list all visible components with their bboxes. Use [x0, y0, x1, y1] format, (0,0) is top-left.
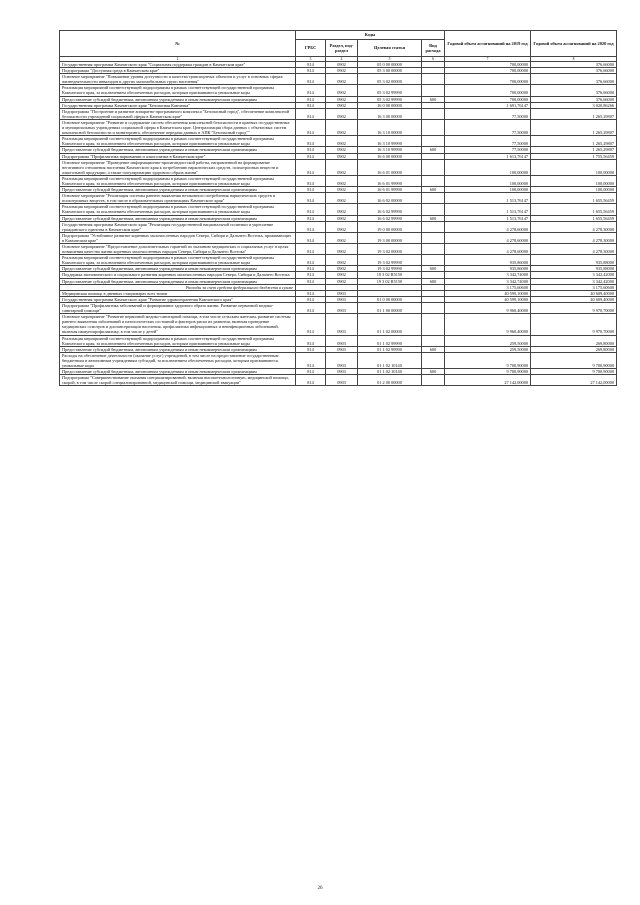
row-grbs: 814 — [296, 102, 326, 108]
row-grbs: 814 — [296, 232, 326, 243]
row-vol-2019: 9 700,90000 — [445, 369, 531, 375]
row-vol-2020: 9 970,70000 — [531, 302, 617, 313]
table-row — [60, 193, 617, 204]
row-name: Подпрограмма "Устойчивое развитие коренных малочисленных народов Севера, Сибири и Дальнего Востока, проживающих в Камчатском крае" — [60, 232, 296, 243]
row-vol-2019: 3 342,74000 — [445, 272, 531, 278]
row-grbs: 814 — [296, 314, 326, 335]
row-csr: 16 6 02 99990 — [358, 204, 422, 215]
row-razdel: 0902 — [326, 62, 358, 68]
row-csr: 16 6 01 00000 — [358, 159, 422, 175]
row-csr: 19 3 02 99990 — [358, 255, 422, 266]
table-row — [60, 335, 617, 346]
col-number: 8 — [531, 57, 617, 62]
table-row — [60, 136, 617, 147]
row-name: Государственная программа Камчатского края "Безопасная Камчатка" — [60, 102, 296, 108]
page-number: 26 — [317, 886, 323, 891]
col-number: 3 — [296, 57, 326, 62]
row-csr: 01 1 02 99990 — [358, 335, 422, 346]
row-vol-2019: 77,50000 — [445, 119, 531, 135]
row-grbs: 814 — [296, 335, 326, 346]
row-name: Предоставление субсидий бюджетным, автономным учреждениям и иным некоммерческим организациям — [60, 369, 296, 375]
row-name: Основное мероприятие "Развитие и содержание систем обеспечения комплексной безопасности в краевых государственных и муниципальных учреждениях социальной сферы в Камчатском крае. Централизация сбора данных с объектовых систем комплексной безопасности и мониторинга, обеспечение передачи данных в АПК "Безопасный город"" — [60, 119, 296, 135]
row-csr: 16 3 10 99990 — [358, 136, 422, 147]
row-vr: 600 — [422, 96, 445, 102]
row-vol-2019: 259,50000 — [445, 335, 531, 346]
row-vol-2019: 700,00000 — [445, 68, 531, 74]
row-vr — [422, 159, 445, 175]
row-vol-2019: 700,00000 — [445, 62, 531, 68]
row-name: Государственная программа Камчатского края "Социальная поддержка граждан в Камчатском крае" — [60, 62, 296, 68]
row-razdel: 0902 — [326, 204, 358, 215]
row-vol-2020: 376,66000 — [531, 74, 617, 85]
row-vol-2020: 1 655,56459 — [531, 193, 617, 204]
row-csr: 05 3 02 99990 — [358, 96, 422, 102]
row-grbs: 814 — [296, 153, 326, 159]
row-razdel: 0902 — [326, 272, 358, 278]
row-vol-2020: 1 655,56459 — [531, 215, 617, 221]
row-vol-2020: 9 700,90000 — [531, 352, 617, 368]
row-csr: 16 6 01 99990 — [358, 187, 422, 193]
row-razdel: 0902 — [326, 119, 358, 135]
row-vol-2019: 259,50000 — [445, 346, 531, 352]
row-grbs: 814 — [296, 136, 326, 147]
row-vol-2019: 1 513,76147 — [445, 215, 531, 221]
row-csr: 19 0 00 00000 — [358, 221, 422, 232]
row-name: Предоставление субсидий бюджетным, автономным учреждениям и иным некоммерческим организациям — [60, 96, 296, 102]
budget-table — [59, 30, 617, 386]
row-vol-2019: 40 599,10000 — [445, 290, 531, 296]
row-grbs: 814 — [296, 266, 326, 272]
row-csr: 19 3 00 00000 — [358, 232, 422, 243]
row-vol-2020: 4 278,30000 — [531, 232, 617, 243]
row-csr: 01 1 02 10140 — [358, 352, 422, 368]
col-number: 4 — [326, 57, 358, 62]
row-vol-2019: 77,50000 — [445, 108, 531, 119]
row-vr — [422, 244, 445, 255]
row-grbs: 814 — [296, 96, 326, 102]
row-grbs: 814 — [296, 272, 326, 278]
row-vol-2020: 1 265,29807 — [531, 136, 617, 147]
row-vol-2020: 100,00000 — [531, 159, 617, 175]
row-name: Основное мероприятие "Проведение информационно-пропагандистской работы, направленной на формирование негативного отношения населения Камчатского края к потреблению наркотических средств, психотропных веществ и алкогольной продукции, а также популяризацию здорового образа жизни" — [60, 159, 296, 175]
row-name: Основное мероприятие "Повышение уровня доступности и качества транспортных объектов и услуг в основных сферах жизнедеятельности инвалидов и других маломобильных групп населения" — [60, 74, 296, 85]
table-row — [60, 375, 617, 386]
row-vol-2020: 27 142,00000 — [531, 375, 617, 386]
row-vol-2020: 3 175,60600 — [531, 284, 617, 290]
table-row — [60, 159, 617, 175]
row-vr — [422, 314, 445, 335]
row-vr — [422, 255, 445, 266]
row-grbs: 814 — [296, 68, 326, 74]
row-grbs: 814 — [296, 215, 326, 221]
row-vol-2020: 1 265,29807 — [531, 147, 617, 153]
row-name: Реализация мероприятий соответствующей подпрограммы в рамках соответствующей государственной программы Камчатского края, за исключением обеспеченных расходов, которым присваиваются уникальные коды — [60, 335, 296, 346]
table-row — [60, 221, 617, 232]
row-vr: 600 — [422, 278, 445, 284]
table-row — [60, 314, 617, 335]
row-vol-2019: 9 700,90000 — [445, 352, 531, 368]
row-csr: 16 6 00 00000 — [358, 153, 422, 159]
row-csr: 19 3 02 00000 — [358, 244, 422, 255]
row-grbs: 814 — [296, 85, 326, 96]
row-grbs: 814 — [296, 119, 326, 135]
row-vol-2020: 3 020,86266 — [531, 102, 617, 108]
row-name: Предоставление субсидий бюджетным, автономным учреждениям и иным некоммерческим организациям — [60, 266, 296, 272]
row-razdel: 0902 — [326, 153, 358, 159]
table-row — [60, 85, 617, 96]
row-razdel: 0902 — [326, 278, 358, 284]
table-row — [60, 108, 617, 119]
row-grbs: 814 — [296, 296, 326, 302]
row-vr — [422, 119, 445, 135]
row-grbs: 814 — [296, 159, 326, 175]
row-vr: 600 — [422, 215, 445, 221]
row-name: Основное мероприятие "Предоставление дополнительных гарантий по оказанию медицинских и социальных услуг в целях повышения качества жизни коренных малочисленных народов Севера, Сибири и Дальнего Востока" — [60, 244, 296, 255]
row-name: Основное мероприятие "Развитие первичной медико-санитарной помощи, в том числе сельским жителям, развитие системы раннего выявления заболеваний и патологических состояний и факторов риска их развития, включая проведение медицинских осмотров и диспансеризации населения, профилактика инфекционных и неинфекционных заболеваний, включая иммунопрофилактику, в том числе у детей" — [60, 314, 296, 335]
row-grbs: 814 — [296, 369, 326, 375]
row-name: Поддержка экономического и социального развития коренных малочисленных народов Севера, Сибири и Дальнего Востока — [60, 272, 296, 278]
row-vol-2019: 935,86000 — [445, 266, 531, 272]
row-razdel: 0902 — [326, 266, 358, 272]
row-grbs: 814 — [296, 255, 326, 266]
row-vol-2020: 269,80000 — [531, 335, 617, 346]
row-vr: 600 — [422, 266, 445, 272]
table-header — [60, 31, 617, 62]
row-vol-2020: 1 655,56459 — [531, 204, 617, 215]
row-vol-2020: 935,88000 — [531, 255, 617, 266]
row-name: Реализация мероприятий соответствующей подпрограммы в рамках соответствующей государственной программы Камчатского края, за исключением обеспеченных расходов, которым присваиваются уникальные коды — [60, 175, 296, 186]
row-vol-2019: 100,00000 — [445, 187, 531, 193]
row-csr: 05 3 00 00000 — [358, 68, 422, 74]
row-vr: 600 — [422, 369, 445, 375]
row-razdel: 0902 — [326, 232, 358, 243]
row-vol-2019: 100,00000 — [445, 175, 531, 186]
row-razdel: 0902 — [326, 215, 358, 221]
table-row — [60, 302, 617, 313]
row-vol-2019: 4 278,60000 — [445, 244, 531, 255]
row-vr — [422, 85, 445, 96]
row-grbs: 814 — [296, 278, 326, 284]
row-razdel: 0902 — [326, 244, 358, 255]
row-vr: 600 — [422, 147, 445, 153]
row-vol-2020: 3 342,42000 — [531, 272, 617, 278]
row-name: Подпрограмма "Профилактика заболеваний и формирование здорового образа жизни. Развитие первичной медико-санитарной помощи" — [60, 302, 296, 313]
row-vol-2020: 376,66000 — [531, 85, 617, 96]
table-row — [60, 204, 617, 215]
row-vr — [422, 136, 445, 147]
row-csr: 19 3 02 R5150 — [358, 272, 422, 278]
table-row — [60, 119, 617, 135]
row-vr — [422, 335, 445, 346]
row-vol-2020: 40 609,40000 — [531, 296, 617, 302]
row-vr — [422, 204, 445, 215]
row-vol-2019: 3 175,60600 — [445, 284, 531, 290]
row-grbs: 814 — [296, 175, 326, 186]
col-number: 7 — [445, 57, 531, 62]
row-vr — [422, 221, 445, 232]
row-csr: 16 3 10 99990 — [358, 147, 422, 153]
col-number: 6 — [422, 57, 445, 62]
table-row — [60, 74, 617, 85]
row-name: Предоставление субсидий бюджетным, автономным учреждениям и иным некоммерческим организациям — [60, 215, 296, 221]
row-razdel: 0902 — [326, 85, 358, 96]
row-razdel: 0903 — [326, 352, 358, 368]
row-vol-2019: 77,50000 — [445, 147, 531, 153]
row-grbs: 814 — [296, 290, 326, 296]
row-csr: 05 3 02 99990 — [358, 85, 422, 96]
row-grbs: 814 — [296, 193, 326, 204]
row-csr: 05 0 00 00000 — [358, 62, 422, 68]
header-vol-2020: Годовой объем ассигнований на 2020 год — [531, 31, 617, 57]
row-vol-2019: 1 691,76147 — [445, 102, 531, 108]
row-vol-2020: 376,66000 — [531, 68, 617, 74]
row-name: Подпрограмма "Профилактика наркомании и алкоголизма в Камчатском крае" — [60, 153, 296, 159]
row-razdel: 0903 — [326, 302, 358, 313]
row-vr: 600 — [422, 187, 445, 193]
row-csr: 01 1 00 00000 — [358, 302, 422, 313]
row-razdel: 0903 — [326, 346, 358, 352]
row-grbs: 814 — [296, 74, 326, 85]
row-vr — [422, 352, 445, 368]
row-csr: 01 1 02 00000 — [358, 314, 422, 335]
row-vol-2019: 935,86000 — [445, 255, 531, 266]
row-name: Подпрограмма "Построение и развитие аппаратно-программного комплекса "Безопасный город", обеспечение комплексной безопасности учреждений социальной сферы в Камчатском крае" — [60, 108, 296, 119]
row-razdel: 0903 — [326, 290, 358, 296]
row-vol-2019: 9 960,40000 — [445, 314, 531, 335]
row-csr: 16 6 01 99990 — [358, 175, 422, 186]
row-name: Предоставление субсидий бюджетным, автономным учреждениям и иным некоммерческим организациям — [60, 147, 296, 153]
row-vol-2019: 1 513,76147 — [445, 204, 531, 215]
row-csr: 16 3 00 00000 — [358, 108, 422, 119]
row-razdel: 0902 — [326, 193, 358, 204]
header-razdel: Раздел, под-раздел — [326, 40, 358, 57]
header-num: № — [60, 31, 296, 57]
col-number: 5 — [358, 57, 422, 62]
row-vol-2020: 269,80000 — [531, 346, 617, 352]
row-grbs: 814 — [296, 221, 326, 232]
table-row — [60, 352, 617, 368]
row-grbs: 814 — [296, 302, 326, 313]
row-vol-2019: 700,00000 — [445, 96, 531, 102]
row-vol-2019: 40 599,10000 — [445, 296, 531, 302]
row-vol-2020: 3 342,42000 — [531, 278, 617, 284]
row-name: Расходы за счет средств федерального бюджета в сумме — [60, 284, 296, 290]
row-name: Реализация мероприятий соответствующей подпрограммы в рамках соответствующей государственной программы Камчатского края, за исключением обеспеченных расходов, которым присваиваются уникальные коды — [60, 255, 296, 266]
row-name: Предоставление субсидий бюджетным, автономным учреждениям и иным некоммерческим организациям — [60, 346, 296, 352]
row-razdel: 0902 — [326, 159, 358, 175]
table-row — [60, 244, 617, 255]
header-grbs: ГРБС — [296, 40, 326, 57]
row-razdel: 0902 — [326, 102, 358, 108]
row-razdel: 0902 — [326, 108, 358, 119]
row-vol-2020: 100,00000 — [531, 175, 617, 186]
row-csr: 19 3 02 R5150 — [358, 278, 422, 284]
row-razdel: 0902 — [326, 221, 358, 232]
row-vol-2019: 9 960,40000 — [445, 302, 531, 313]
row-vol-2019: 3 342,74000 — [445, 278, 531, 284]
row-vol-2020: 40 609,40000 — [531, 290, 617, 296]
header-csr: Целевая статья — [358, 40, 422, 57]
row-vr — [422, 232, 445, 243]
row-vr: 600 — [422, 346, 445, 352]
row-name: Государственная программа Камчатского края "Реализация государственной национальной политики и укрепление гражданского единства в Камчатском крае" — [60, 221, 296, 232]
row-vol-2020: 1 755,56459 — [531, 153, 617, 159]
row-name: Предоставление субсидий бюджетным, автономным учреждениям и иным некоммерческим организациям — [60, 187, 296, 193]
row-razdel: 0903 — [326, 335, 358, 346]
row-csr: 16 3 10 00000 — [358, 119, 422, 135]
row-name: Расходы на обеспечение деятельности (оказание услуг) учреждений, в том числе на предоставление государственным бюджетным и автономным учреждениям субсидий, за исключением обеспеченных расходов, которым присваиваются уникальные коды — [60, 352, 296, 368]
row-name: Медицинская помощь в дневных стационарах всех типов — [60, 290, 296, 296]
row-vol-2020: 4 278,30000 — [531, 221, 617, 232]
row-razdel: 0902 — [326, 147, 358, 153]
row-grbs: 814 — [296, 346, 326, 352]
col-number: 2 — [60, 57, 296, 62]
row-vr — [422, 193, 445, 204]
header-vol-2019: Годовой объем ассигнований на 2019 год — [445, 31, 531, 57]
row-vol-2019: 27 142,00000 — [445, 375, 531, 386]
row-csr: 16 6 02 99990 — [358, 215, 422, 221]
row-vol-2020: 935,88000 — [531, 266, 617, 272]
row-csr: 19 3 02 99990 — [358, 266, 422, 272]
row-grbs: 814 — [296, 244, 326, 255]
row-vr — [422, 108, 445, 119]
row-razdel: 0902 — [326, 96, 358, 102]
row-vol-2020: 376,66000 — [531, 62, 617, 68]
row-razdel: 0903 — [326, 296, 358, 302]
row-grbs: 814 — [296, 187, 326, 193]
row-razdel: 0902 — [326, 255, 358, 266]
row-razdel: 0903 — [326, 375, 358, 386]
row-razdel: 0902 — [326, 74, 358, 85]
table-row — [60, 255, 617, 266]
row-vol-2020: 1 265,29807 — [531, 119, 617, 135]
row-vol-2019: 700,00000 — [445, 85, 531, 96]
row-grbs: 814 — [296, 352, 326, 368]
row-vr — [422, 74, 445, 85]
row-vol-2020: 100,00000 — [531, 187, 617, 193]
row-csr: 05 3 02 00000 — [358, 74, 422, 85]
row-vol-2020: 9 700,90000 — [531, 369, 617, 375]
row-vol-2019: 4 278,60000 — [445, 221, 531, 232]
row-vr — [422, 302, 445, 313]
row-name: Основное мероприятие "Реализация системы раннего выявления незаконного потребления наркотических средств и психотропных веществ, в том числе в образовательных организациях Камчатского края" — [60, 193, 296, 204]
header-codes: Коды — [296, 31, 445, 40]
row-razdel: 0902 — [326, 136, 358, 147]
row-csr: 01 2 00 00000 — [358, 375, 422, 386]
row-razdel: 0902 — [326, 175, 358, 186]
row-vol-2019: 700,00000 — [445, 74, 531, 85]
row-name: Подпрограмма "Доступная среда в Камчатском крае" — [60, 68, 296, 74]
row-grbs: 814 — [296, 375, 326, 386]
row-name: Подпрограмма "Совершенствование оказания специализированной, включая высокотехнологичную, медицинской помощи, скорой, в том числе скорой специализированной, медицинской помощи, медицинской эвакуации" — [60, 375, 296, 386]
row-csr: 16 0 00 00000 — [358, 102, 422, 108]
row-razdel: 0903 — [326, 314, 358, 335]
row-vr — [422, 375, 445, 386]
table-row — [60, 175, 617, 186]
row-grbs: 814 — [296, 147, 326, 153]
row-vol-2020: 9 970,70000 — [531, 314, 617, 335]
row-grbs: 814 — [296, 62, 326, 68]
row-grbs: 814 — [296, 108, 326, 119]
row-vol-2019: 77,50000 — [445, 136, 531, 147]
row-csr: 16 6 02 00000 — [358, 193, 422, 204]
row-vol-2020: 1 265,29807 — [531, 108, 617, 119]
row-vr — [422, 175, 445, 186]
row-vol-2020: 4 278,30000 — [531, 244, 617, 255]
row-vol-2019: 100,00000 — [445, 159, 531, 175]
header-vr: Вид расхода — [422, 40, 445, 57]
budget-table-sheet — [59, 30, 616, 386]
table-row — [60, 232, 617, 243]
row-grbs: 814 — [296, 204, 326, 215]
row-vol-2019: 1 613,76147 — [445, 153, 531, 159]
row-razdel: 0902 — [326, 68, 358, 74]
row-csr: 01 0 00 00000 — [358, 296, 422, 302]
row-name: Реализация мероприятий соответствующей подпрограммы в рамках соответствующей государственной программы Камчатского края, за исключением обеспеченных расходов, которым присваиваются уникальные коды — [60, 136, 296, 147]
row-name: Реализация мероприятий соответствующей подпрограммы в рамках соответствующей государственной программы Камчатского края, за исключением обеспеченных расходов, которым присваиваются уникальные коды — [60, 85, 296, 96]
row-razdel: 0903 — [326, 369, 358, 375]
row-csr: 01 1 02 99990 — [358, 346, 422, 352]
row-csr: 01 1 02 10140 — [358, 369, 422, 375]
row-razdel: 0902 — [326, 187, 358, 193]
row-vol-2019: 1 513,76147 — [445, 193, 531, 204]
row-vol-2019: 4 278,60000 — [445, 232, 531, 243]
row-name: Предоставление субсидий бюджетным, автономным учреждениям и иным некоммерческим организациям — [60, 278, 296, 284]
row-vol-2020: 376,66000 — [531, 96, 617, 102]
row-name: Государственная программа Камчатского края "Развитие здравоохранения Камчатского края" — [60, 296, 296, 302]
table-body — [60, 62, 617, 386]
row-name: Реализация мероприятий соответствующей подпрограммы в рамках соответствующей государственной программы Камчатского края, за исключением обеспеченных расходов, которым присваиваются уникальные коды — [60, 204, 296, 215]
